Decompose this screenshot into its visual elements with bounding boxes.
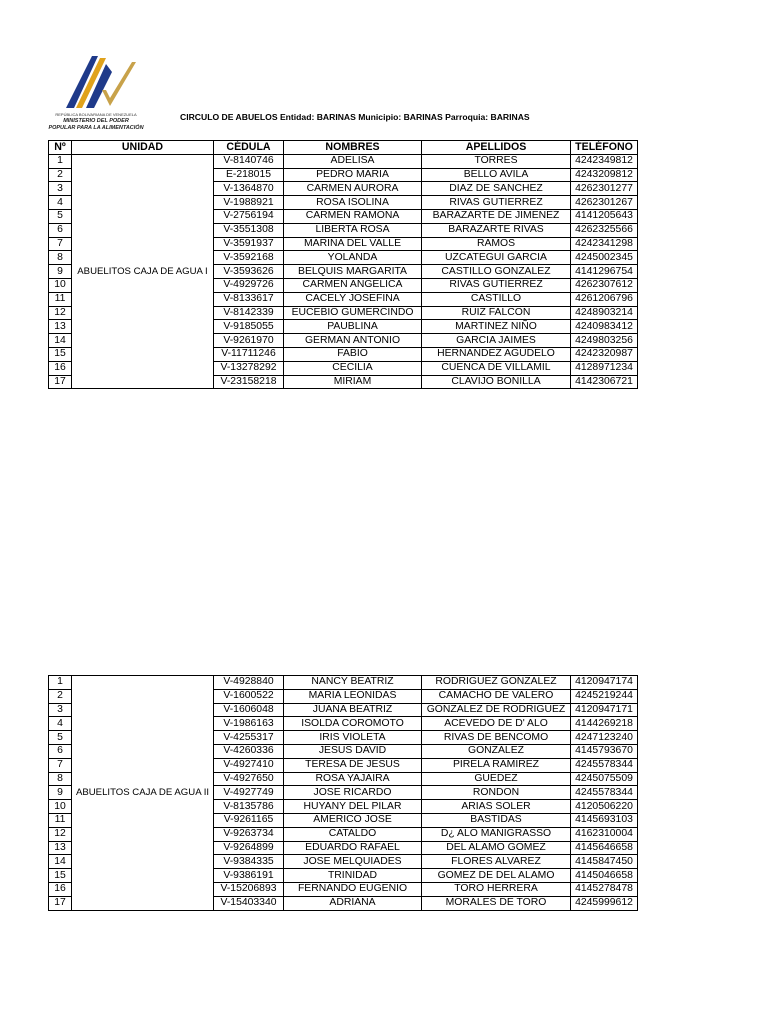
cell-number: 13: [49, 841, 72, 855]
cell-phone: 4245002345: [571, 251, 638, 265]
cell-cedula: V-4927410: [214, 758, 284, 772]
cell-surnames: DEL ALAMO GOMEZ: [422, 841, 571, 855]
cell-surnames: HERNANDEZ AGUDELO: [422, 347, 571, 361]
cell-number: 8: [49, 772, 72, 786]
cell-phone: 4249803256: [571, 334, 638, 348]
cell-phone: 4245219244: [571, 689, 638, 703]
cell-cedula: V-4927650: [214, 772, 284, 786]
cell-surnames: TORRES: [422, 154, 571, 168]
cell-surnames: BARAZARTE RIVAS: [422, 223, 571, 237]
cell-phone: 4242320987: [571, 347, 638, 361]
cell-number: 11: [49, 813, 72, 827]
logo-ministry-text: [46, 118, 146, 131]
cell-number: 4: [49, 717, 72, 731]
cell-cedula: V-4260336: [214, 744, 284, 758]
cell-names: EUCEBIO GUMERCINDO: [284, 306, 422, 320]
cell-names: CATALDO: [284, 827, 422, 841]
cell-cedula: V-4927749: [214, 786, 284, 800]
cell-phone: 4145278478: [571, 882, 638, 896]
header-unit: UNIDAD: [72, 141, 214, 155]
cell-phone: 4245999612: [571, 896, 638, 910]
cell-phone: 4145847450: [571, 855, 638, 869]
cell-number: 12: [49, 306, 72, 320]
cell-cedula: V-4928840: [214, 676, 284, 690]
table-row: [49, 676, 638, 690]
cell-names: ISOLDA COROMOTO: [284, 717, 422, 731]
cell-phone: 4262325566: [571, 223, 638, 237]
cell-phone: 4245578344: [571, 786, 638, 800]
cell-cedula: V-1600522: [214, 689, 284, 703]
cell-number: 17: [49, 375, 72, 389]
cell-names: ROSA YAJAIRA: [284, 772, 422, 786]
cell-names: AMERICO JOSE: [284, 813, 422, 827]
table-body: [49, 154, 638, 389]
cell-surnames: RIVAS DE BENCOMO: [422, 731, 571, 745]
cell-cedula: V-9185055: [214, 320, 284, 334]
cell-names: ROSA ISOLINA: [284, 196, 422, 210]
table-body: [49, 676, 638, 911]
header-phone: TELÉFONO: [571, 141, 638, 155]
header-surnames: APELLIDOS: [422, 141, 571, 155]
cell-names: TERESA DE JESUS: [284, 758, 422, 772]
table-header-row: [49, 141, 638, 155]
cell-number: 4: [49, 196, 72, 210]
cell-phone: 4145646658: [571, 841, 638, 855]
cell-surnames: DIAZ DE SANCHEZ: [422, 182, 571, 196]
cell-cedula: V-1986163: [214, 717, 284, 731]
cell-number: 8: [49, 251, 72, 265]
cell-surnames: D¿ ALO MANIGRASSO: [422, 827, 571, 841]
cell-surnames: RUIZ FALCON: [422, 306, 571, 320]
cell-surnames: GUEDEZ: [422, 772, 571, 786]
cell-surnames: RONDON: [422, 786, 571, 800]
cell-cedula: V-1988921: [214, 196, 284, 210]
cell-surnames: RIVAS GUTIERREZ: [422, 278, 571, 292]
cell-names: ADRIANA: [284, 896, 422, 910]
cell-cedula: V-8140746: [214, 154, 284, 168]
cell-phone: 4141296754: [571, 265, 638, 279]
cell-names: PEDRO MARIA: [284, 168, 422, 182]
cell-surnames: GOMEZ DE DEL ALAMO: [422, 869, 571, 883]
cell-cedula: V-4255317: [214, 731, 284, 745]
cell-phone: 4248903214: [571, 306, 638, 320]
header-names: NOMBRES: [284, 141, 422, 155]
cell-phone: 4128971234: [571, 361, 638, 375]
cell-cedula: V-8142339: [214, 306, 284, 320]
cell-names: CARMEN AURORA: [284, 182, 422, 196]
cell-phone: 4240983412: [571, 320, 638, 334]
cell-cedula: V-9261970: [214, 334, 284, 348]
cell-surnames: CUENCA DE VILLAMIL: [422, 361, 571, 375]
cell-cedula: V-9264899: [214, 841, 284, 855]
cell-surnames: CAMACHO DE VALERO: [422, 689, 571, 703]
cell-number: 1: [49, 676, 72, 690]
cell-number: 9: [49, 265, 72, 279]
abuelos-table-1: [48, 140, 638, 389]
cell-cedula: V-3592168: [214, 251, 284, 265]
cell-names: CECILIA: [284, 361, 422, 375]
cell-cedula: V-9261165: [214, 813, 284, 827]
cell-surnames: GONZALEZ: [422, 744, 571, 758]
cell-phone: 4247123240: [571, 731, 638, 745]
cell-number: 14: [49, 334, 72, 348]
cell-number: 12: [49, 827, 72, 841]
cell-phone: 4144269218: [571, 717, 638, 731]
cell-names: MIRIAM: [284, 375, 422, 389]
cell-cedula: V-3593626: [214, 265, 284, 279]
cell-cedula: V-3551308: [214, 223, 284, 237]
cell-cedula: V-8135786: [214, 800, 284, 814]
cell-number: 6: [49, 223, 72, 237]
logo-ministry-line1: MINISTERIO DEL PODER: [63, 118, 129, 124]
cell-names: BELQUIS MARGARITA: [284, 265, 422, 279]
cell-surnames: GONZALEZ DE RODRIGUEZ: [422, 703, 571, 717]
cell-names: FERNANDO EUGENIO: [284, 882, 422, 896]
cell-phone: 4145693103: [571, 813, 638, 827]
cell-names: NANCY BEATRIZ: [284, 676, 422, 690]
cell-number: 13: [49, 320, 72, 334]
cell-number: 14: [49, 855, 72, 869]
cell-names: LIBERTA ROSA: [284, 223, 422, 237]
cell-names: JOSE RICARDO: [284, 786, 422, 800]
cell-number: 16: [49, 361, 72, 375]
cell-cedula: V-13278292: [214, 361, 284, 375]
cell-phone: 4262301277: [571, 182, 638, 196]
cell-cedula: V-1606048: [214, 703, 284, 717]
cell-phone: 4120947174: [571, 676, 638, 690]
cell-surnames: BARAZARTE DE JIMENEZ: [422, 209, 571, 223]
cell-names: ADELISA: [284, 154, 422, 168]
cell-number: 6: [49, 744, 72, 758]
cell-names: HUYANY DEL PILAR: [284, 800, 422, 814]
cell-phone: 4242341298: [571, 237, 638, 251]
cell-phone: 4261206796: [571, 292, 638, 306]
cell-cedula: V-1364870: [214, 182, 284, 196]
cell-phone: 4120506220: [571, 800, 638, 814]
cell-phone: 4262301267: [571, 196, 638, 210]
cell-cedula: V-3591937: [214, 237, 284, 251]
cell-number: 7: [49, 237, 72, 251]
cell-phone: 4262307612: [571, 278, 638, 292]
header-number: Nº: [49, 141, 72, 155]
cell-surnames: FLORES ALVAREZ: [422, 855, 571, 869]
cell-cedula: V-9384335: [214, 855, 284, 869]
ministry-emblem-icon: [62, 50, 142, 112]
cell-cedula: E-218015: [214, 168, 284, 182]
cell-names: EDUARDO RAFAEL: [284, 841, 422, 855]
cell-number: 3: [49, 182, 72, 196]
cell-names: JESUS DAVID: [284, 744, 422, 758]
cell-number: 2: [49, 168, 72, 182]
cell-surnames: MORALES DE TORO: [422, 896, 571, 910]
cell-names: CARMEN ANGELICA: [284, 278, 422, 292]
cell-cedula: V-2756194: [214, 209, 284, 223]
cell-unit: ABUELITOS CAJA DE AGUA I: [72, 154, 214, 389]
cell-cedula: V-4929726: [214, 278, 284, 292]
cell-unit: ABUELITOS CAJA DE AGUA II: [72, 676, 214, 911]
cell-names: JOSE MELQUIADES: [284, 855, 422, 869]
cell-names: GERMAN ANTONIO: [284, 334, 422, 348]
logo-ministry-line2: POPULAR PARA LA ALIMENTACIÓN: [48, 124, 144, 131]
cell-surnames: RAMOS: [422, 237, 571, 251]
cell-surnames: CLAVIJO BONILLA: [422, 375, 571, 389]
cell-number: 10: [49, 278, 72, 292]
cell-surnames: CASTILLO: [422, 292, 571, 306]
cell-number: 15: [49, 347, 72, 361]
cell-cedula: V-9386191: [214, 869, 284, 883]
cell-number: 17: [49, 896, 72, 910]
cell-number: 16: [49, 882, 72, 896]
cell-names: MARINA DEL VALLE: [284, 237, 422, 251]
cell-names: FABIO: [284, 347, 422, 361]
cell-cedula: V-9263734: [214, 827, 284, 841]
cell-surnames: BELLO AVILA: [422, 168, 571, 182]
cell-cedula: V-23158218: [214, 375, 284, 389]
cell-cedula: V-8133617: [214, 292, 284, 306]
cell-surnames: ACEVEDO DE D' ALO: [422, 717, 571, 731]
cell-cedula: V-11711246: [214, 347, 284, 361]
cell-surnames: PIRELA RAMIREZ: [422, 758, 571, 772]
cell-phone: 4243209812: [571, 168, 638, 182]
cell-names: TRINIDAD: [284, 869, 422, 883]
cell-phone: 4245578344: [571, 758, 638, 772]
cell-number: 3: [49, 703, 72, 717]
cell-number: 11: [49, 292, 72, 306]
cell-phone: 4145793670: [571, 744, 638, 758]
header-cedula: CÉDULA: [214, 141, 284, 155]
ministry-logo: [46, 50, 146, 134]
cell-names: YOLANDA: [284, 251, 422, 265]
cell-surnames: MARTINEZ NIÑO: [422, 320, 571, 334]
logo-republic-text: REPÚBLICA BOLIVARIANA DE VENEZUELA: [55, 112, 137, 117]
cell-surnames: GARCIA JAIMES: [422, 334, 571, 348]
cell-surnames: CASTILLO GONZALEZ: [422, 265, 571, 279]
cell-number: 10: [49, 800, 72, 814]
cell-cedula: V-15403340: [214, 896, 284, 910]
abuelos-table-2: [48, 675, 638, 911]
cell-phone: 4162310004: [571, 827, 638, 841]
cell-names: JUANA BEATRIZ: [284, 703, 422, 717]
cell-names: PAUBLINA: [284, 320, 422, 334]
cell-phone: 4141205643: [571, 209, 638, 223]
cell-names: IRIS VIOLETA: [284, 731, 422, 745]
cell-number: 9: [49, 786, 72, 800]
cell-phone: 4142306721: [571, 375, 638, 389]
cell-surnames: BASTIDAS: [422, 813, 571, 827]
cell-number: 7: [49, 758, 72, 772]
cell-phone: 4120947171: [571, 703, 638, 717]
page-title: CIRCULO DE ABUELOS Entidad: BARINAS Municipio: BARINAS Parroquia: BARINAS: [180, 112, 530, 122]
cell-surnames: RODRIGUEZ GONZALEZ: [422, 676, 571, 690]
cell-phone: 4145046658: [571, 869, 638, 883]
cell-number: 15: [49, 869, 72, 883]
cell-cedula: V-15206893: [214, 882, 284, 896]
table-row: [49, 154, 638, 168]
cell-surnames: RIVAS GUTIERREZ: [422, 196, 571, 210]
cell-names: CARMEN RAMONA: [284, 209, 422, 223]
cell-phone: 4242349812: [571, 154, 638, 168]
cell-number: 1: [49, 154, 72, 168]
cell-names: CACELY JOSEFINA: [284, 292, 422, 306]
cell-surnames: TORO HERRERA: [422, 882, 571, 896]
cell-names: MARIA LEONIDAS: [284, 689, 422, 703]
cell-number: 5: [49, 731, 72, 745]
cell-surnames: UZCATEGUI GARCIA: [422, 251, 571, 265]
cell-surnames: ARIAS SOLER: [422, 800, 571, 814]
cell-phone: 4245075509: [571, 772, 638, 786]
cell-number: 5: [49, 209, 72, 223]
cell-number: 2: [49, 689, 72, 703]
